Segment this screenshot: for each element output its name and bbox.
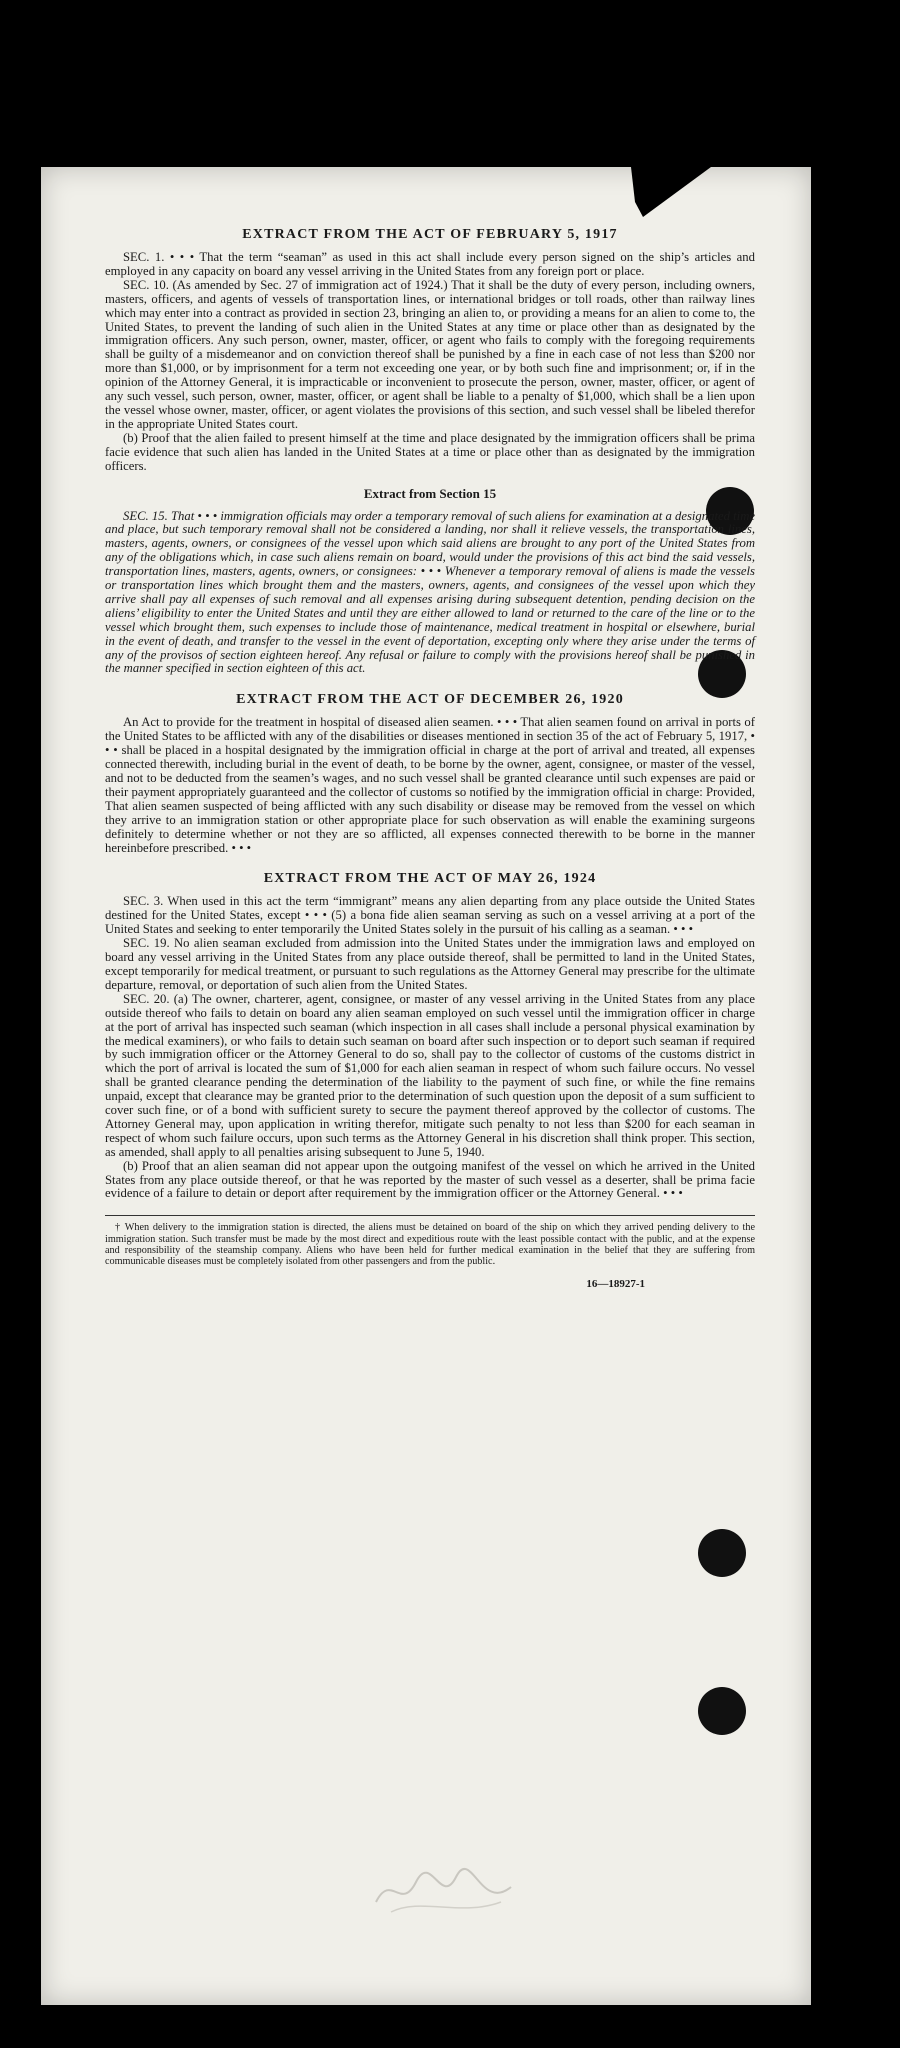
section-title: EXTRACT FROM THE ACT OF DECEMBER 26, 1920 bbox=[236, 692, 624, 708]
footnote: † When delivery to the immigration station is directed, the aliens must be detained on board of the ship on which they arrived pending delivery to the immigration station. Such transfer must be made by the most direct and expeditious route with the least possible contact with the public, and at the expense and responsibility of the steamship company. Aliens who have been held for further medical examination in the belief that they are suffering from communicable diseases must be completely isolated from other passengers and from the public. bbox=[105, 1222, 755, 1268]
section-title: EXTRACT FROM THE ACT OF MAY 26, 1924 bbox=[263, 871, 597, 887]
footnote-block bbox=[105, 1215, 755, 1267]
punch-hole bbox=[698, 1687, 746, 1735]
paragraph-sec-15: SEC. 15. That • • • immigration officials may order a temporary removal of such aliens for examination at a designated time and place, but such temporary removal shall not be considered a landing, nor shall it relieve vessels, the transportation lines, masters, agents, owners, or consignees of the vessel upon which said aliens are brought to any port of the United States from any of the obligations which, in case such aliens remain on board, would under the provisions of this act bind the said vessels, transportation lines, masters, agents, owners, or consignees: • • • Whenever a temporary removal of aliens is made the vessels or transportation lines which brought them and the masters, owners, agents, and consignees of the vessel upon which they arrive shall pay all expenses of such removal and all expenses arising during subsequent detention, pending decision on the aliens’ eligibility to enter the United States and until they are either allowed to land or returned to the care of the line or to the vessel which brought them, such expenses to include those of maintenance, medical treatment in hospital or elsewhere, burial in the event of death, and transfer to the vessel in the event of deportation, excepting only where they arise under the terms of any of the provisos of section eighteen hereof. Any refusal or failure to comply with the provisions hereof shall be punished in the manner specified in section eighteen of this act. bbox=[105, 508, 755, 676]
paragraph-sec-1: SEC. 1. • • • That the term “seaman” as used in this act shall include every person signed on the ship’s articles and employed in any capacity on board any vessel arriving in the United States from any foreign port or place. bbox=[105, 250, 755, 278]
torn-corner bbox=[631, 167, 711, 217]
paragraph-sec-10-b: (b) Proof that the alien failed to present himself at the time and place designated by the immigration officers shall be prima facie evidence that such alien has landed in the United States at a time or place other than as designated by the immigration officers. bbox=[105, 430, 755, 473]
document-body bbox=[105, 211, 755, 1290]
punch-hole bbox=[698, 1529, 746, 1577]
paragraph-sec-3: SEC. 3. When used in this act the term “immigrant” means any alien departing from any place outside the United States destined for the United States, except • • • (5) a bona fide alien seaman serving as such on a vessel arriving at a port of the United States and seeking to enter temporarily the United States solely in the pursuit of his calling as a seaman. • • • bbox=[105, 894, 755, 937]
paragraph-sec-19: SEC. 19. No alien seaman excluded from admission into the United States under the immigration laws and employed on board any vessel arriving in the United States from any place outside thereof, shall be permitted to land in the United States, except temporarily for medical treatment, or pursuant to such regulations as the Attorney General may prescribe for the ultimate departure, removal, or deportation of such alien from the United States. bbox=[105, 936, 756, 992]
section-subtitle: Extract from Section 15 bbox=[363, 485, 497, 501]
section-title: EXTRACT FROM THE ACT OF FEBRUARY 5, 1917 bbox=[242, 227, 618, 242]
paragraph-act-1920: An Act to provide for the treatment in hospital of diseased alien seamen. • • • That alien seamen found on arrival in ports of the United States to be afflicted with any of the disabilities or diseases mentioned in section 35 of the act of February 5, 1917, • • • shall be placed in a hospital designated by the immigration official in charge at the port of arrival and treated, all expenses connected therewith, including burial in the event of death, to be borne by the owner, agent, consignee, or master of the vessel, and not to be deducted from the seamen’s wages, and no such vessel shall be granted clearance until such expenses are paid or their payment appropriately guaranteed and the collector of customs so notified by the immigration official in charge: Provided, That alien seamen suspected of being afflicted with any such disability or disease may be removed from the vessel on which they arrive to an immigration station or other appropriate place for such observation as will enable the examining surgeons definitely to determine whether or not they are so afflicted, all expenses connected therewith to be borne in the manner hereinbefore prescribed. • • • bbox=[105, 715, 755, 855]
form-code: 16—18927-1 bbox=[586, 1277, 645, 1290]
document-sheet bbox=[41, 167, 811, 2005]
paragraph-sec-10: SEC. 10. (As amended by Sec. 27 of immigration act of 1924.) That it shall be the duty of every person, including owners, masters, officers, and agents of vessels of transportation lines, or international bridges or toll roads, other than railway lines which may enter into a contract as provided in section 23, bringing an alien to, or providing a means for an alien to come to, the United States, to prevent the landing of such alien in the United States at any time or place other than as designated by the immigration officers. Any such person, owner, master, officer, or agent who fails to comply with the foregoing requirements shall be guilty of a misdemeanor and on conviction thereof shall be punished by a fine in each case of not less than $200 nor more than $1,000, or by imprisonment for a term not exceeding one year, or by both such fine and imprisonment; or, if in the opinion of the Attorney General, it is impracticable or inconvenient to prosecute the person, owner, master, officer, or agent of any such vessel, such person, owner, master, officer, or agent shall be liable to a penalty of $1,000, which shall be a lien upon the vessel whose owner, master, officer, or agent violates the provisions of this section, and such vessel shall be libeled therefor in the appropriate United States court. bbox=[105, 277, 755, 431]
paragraph-sec-20-a: SEC. 20. (a) The owner, charterer, agent, consignee, or master of any vessel arriving in the United States from any place outside thereof who fails to detain on board any alien seaman employed on such vessel until the immigration officer in charge at the port of arrival has inspected such seaman (which inspection in all cases shall include a personal physical examination by the medical examiners), or who fails to detain such seaman on board after such inspection or to deport such seaman if required by such immigration officer or the Attorney General to do so, shall pay to the collector of customs of the customs district in which the port of arrival is located the sum of $1,000 for each alien seaman in respect of whom such failure occurs. No vessel shall be granted clearance pending the determination of the liability to the payment of such fine, or while the fine remains unpaid, except that clearance may be granted prior to the determination of such question upon the deposit of a sum sufficient to cover such fine, or of a bond with sufficient surety to secure the payment thereof approved by the collector of customs. The Attorney General may, upon application in writing therefor, mitigate such penalty to not less than $200 for each seaman in respect of whom such failure occurs, upon such terms as the Attorney General in his discretion shall think proper. This section, as amended, shall apply to all penalties arising subsequent to June 5, 1940. bbox=[105, 991, 755, 1159]
faint-signature bbox=[371, 1862, 521, 1922]
paragraph-sec-20-b: (b) Proof that an alien seaman did not appear upon the outgoing manifest of the vessel on which he arrived in the United States from any place outside thereof, or that he was reported by the master of such vessel as a deserter, shall be prima facie evidence of a failure to detain or deport after requirement by the immigration officer or the Attorney General. • • • bbox=[105, 1158, 755, 1201]
